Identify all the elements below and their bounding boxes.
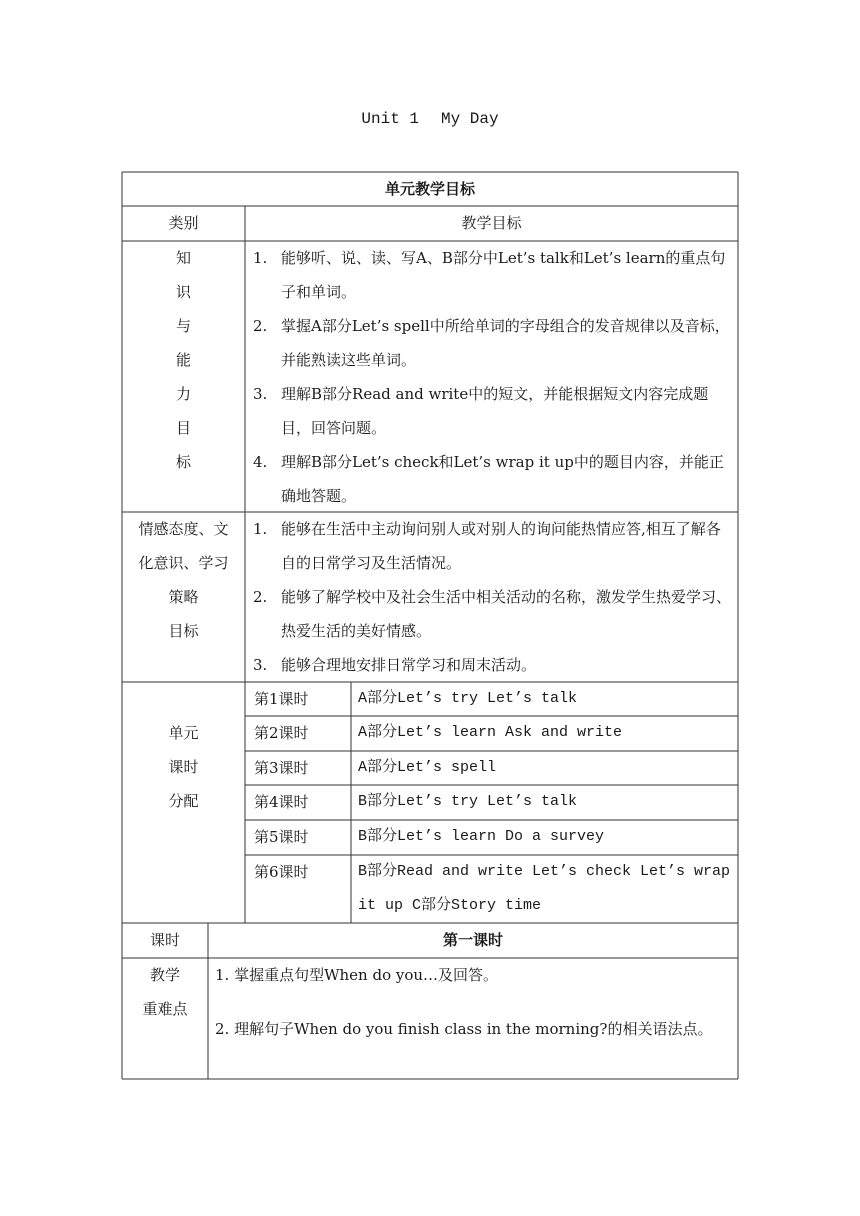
key-points — [215, 958, 733, 1046]
goal-item: 1. 能够在生活中主动询问别人或对别人的询问能热情应答,相互了解各自的日常学习及生活情况。 — [253, 520, 721, 572]
lesson-content: B部分Read and write Let’s check Let’s wrap it up C部分Story time — [358, 863, 731, 914]
lesson-label: 第5课时 — [254, 828, 309, 846]
category-char: 目 — [175, 419, 191, 437]
category-char: 标 — [175, 453, 191, 471]
category-char: 识 — [175, 283, 191, 301]
lesson-content: A部分Let’s spell — [358, 759, 497, 776]
goal-item: 2. 掌握A部分Let’s spell中所给单词的字母组合的发音规律以及音标，并能熟读这些单词。 — [253, 317, 730, 369]
category-line: 化意识、学习 — [138, 554, 229, 572]
key-points-label — [122, 958, 208, 1026]
lesson-label: 第4课时 — [254, 793, 309, 811]
column-header-goal: 教学目标 — [461, 214, 522, 232]
attitude-category — [122, 512, 245, 648]
lesson-label: 第2课时 — [254, 724, 309, 742]
lesson-label: 第6课时 — [254, 863, 309, 881]
category-line: 分配 — [168, 792, 199, 810]
attitude-goals — [253, 512, 732, 682]
schedule-category — [122, 716, 245, 818]
category-line: 目标 — [168, 622, 199, 640]
key-points-label-line: 教学 — [149, 966, 180, 984]
unit-name: My Day — [441, 110, 499, 128]
lesson-content: B部分Let’s try Let’s talk — [358, 793, 578, 810]
goal-item: 4. 理解B部分Let’s check和Let’s wrap it up中的题目内容，并能正确地答题。 — [253, 453, 724, 505]
goal-item: 2. 能够了解学校中及社会生活中相关活动的名称，激发学生热爱学习、热爱生活的美好情感。 — [253, 588, 732, 640]
category-line: 课时 — [168, 758, 199, 776]
lesson-content: A部分Let’s try Let’s talk — [358, 690, 578, 707]
goal-item: 1. 能够听、说、读、写A、B部分中Let’s talk和Let’s learn的重点句子和单词。 — [253, 249, 726, 301]
goal-item: 3. 理解B部分Read and write中的短文，并能根据短文内容完成题目，回答问题。 — [253, 385, 709, 437]
lesson-row-value: 第一课时 — [442, 931, 503, 949]
table-heading: 单元教学目标 — [384, 180, 475, 198]
goal-item: 3. 能够合理地安排日常学习和周末活动。 — [253, 656, 537, 674]
lesson-row-label: 课时 — [149, 931, 180, 949]
category-line: 单元 — [168, 724, 199, 742]
lesson-label: 第1课时 — [254, 690, 309, 708]
category-char: 力 — [175, 385, 191, 403]
key-point-item: 2. 理解句子When do you finish class in the morning?的相关语法点。 — [215, 1020, 713, 1038]
lesson-content: A部分Let’s learn Ask and write — [358, 724, 623, 741]
category-char: 能 — [175, 351, 191, 369]
category-line: 情感态度、文 — [138, 520, 229, 538]
category-line: 策略 — [168, 588, 199, 606]
column-header-category: 类别 — [168, 214, 199, 232]
document-title — [0, 110, 860, 128]
unit-label: Unit 1 — [361, 110, 419, 128]
knowledge-goals — [253, 241, 732, 513]
lesson-content: B部分Let’s learn Do a survey — [358, 828, 605, 845]
key-points-label-line: 重难点 — [142, 1000, 188, 1018]
category-char: 知 — [175, 249, 191, 267]
key-point-item: 1. 掌握重点句型When do you…及回答。 — [215, 966, 499, 984]
category-char: 与 — [175, 317, 191, 335]
knowledge-category — [122, 241, 245, 479]
lesson-label: 第3课时 — [254, 759, 309, 777]
